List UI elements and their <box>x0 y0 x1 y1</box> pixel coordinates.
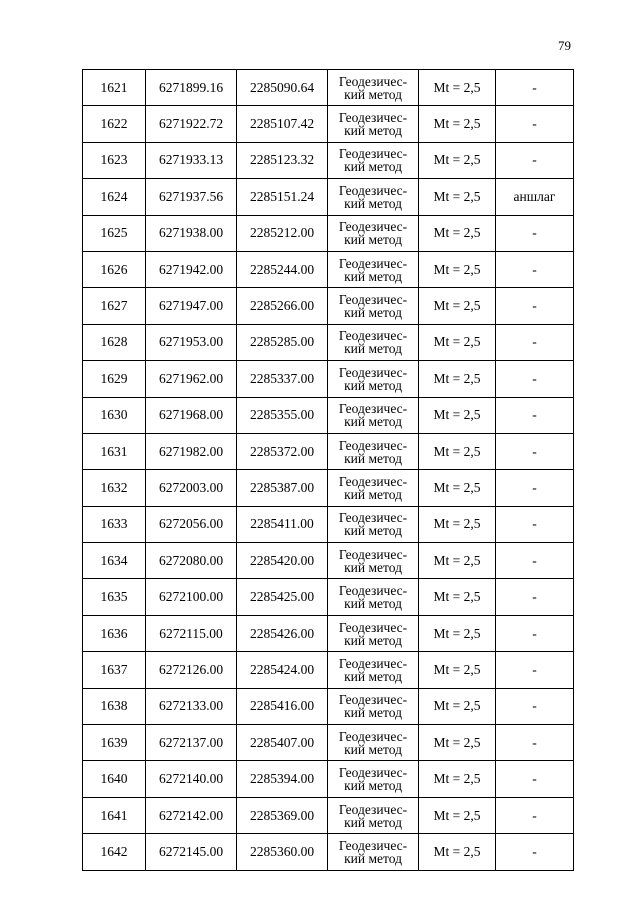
method-line-1: Геодезичес- <box>338 255 408 271</box>
y-coordinate-cell: 2285285.00 <box>237 324 328 360</box>
accuracy-cell: Mt = 2,5 <box>419 652 496 688</box>
accuracy-cell: Mt = 2,5 <box>419 615 496 651</box>
accuracy-cell: Mt = 2,5 <box>419 251 496 287</box>
method-cell <box>328 324 419 360</box>
table-row <box>83 579 574 615</box>
note-cell: - <box>496 288 574 324</box>
method-line-2: кий метод <box>344 778 402 794</box>
table-row <box>83 615 574 651</box>
accuracy-cell: Mt = 2,5 <box>419 543 496 579</box>
x-coordinate-cell: 6272137.00 <box>146 725 237 761</box>
note-cell: - <box>496 433 574 469</box>
method-line-1: Геодезичес- <box>338 619 408 635</box>
point-id-cell: 1634 <box>83 543 146 579</box>
method-line-1: Геодезичес- <box>338 292 408 308</box>
method-line-2: кий метод <box>344 414 402 430</box>
method-line-2: кий метод <box>344 486 402 502</box>
method-cell <box>328 688 419 724</box>
accuracy-cell: Mt = 2,5 <box>419 361 496 397</box>
method-line-1: Геодезичес- <box>338 655 408 671</box>
point-id-cell: 1630 <box>83 397 146 433</box>
accuracy-cell: Mt = 2,5 <box>419 397 496 433</box>
coordinates-table-body <box>83 70 574 871</box>
accuracy-cell: Mt = 2,5 <box>419 142 496 178</box>
accuracy-cell: Mt = 2,5 <box>419 579 496 615</box>
method-line-2: кий метод <box>344 850 402 866</box>
method-line-2: кий метод <box>344 232 402 248</box>
method-line-2: кий метод <box>344 814 402 830</box>
table-row <box>83 70 574 106</box>
table-row <box>83 397 574 433</box>
note-cell: - <box>496 761 574 797</box>
y-coordinate-cell: 2285420.00 <box>237 543 328 579</box>
method-line-2: кий метод <box>344 559 402 575</box>
y-coordinate-cell: 2285337.00 <box>237 361 328 397</box>
accuracy-cell: Mt = 2,5 <box>419 433 496 469</box>
method-line-2: кий метод <box>344 341 402 357</box>
x-coordinate-cell: 6271968.00 <box>146 397 237 433</box>
table-row <box>83 142 574 178</box>
method-line-2: кий метод <box>344 123 402 139</box>
y-coordinate-cell: 2285426.00 <box>237 615 328 651</box>
method-cell <box>328 506 419 542</box>
method-cell <box>328 433 419 469</box>
point-id-cell: 1637 <box>83 652 146 688</box>
table-row <box>83 543 574 579</box>
method-line-1: Геодезичес- <box>338 692 408 708</box>
point-id-cell: 1636 <box>83 615 146 651</box>
point-id-cell: 1642 <box>83 834 146 870</box>
table-row <box>83 688 574 724</box>
x-coordinate-cell: 6272080.00 <box>146 543 237 579</box>
point-id-cell: 1632 <box>83 470 146 506</box>
point-id-cell: 1639 <box>83 725 146 761</box>
method-line-1: Геодезичес- <box>338 401 408 417</box>
method-cell <box>328 251 419 287</box>
point-id-cell: 1633 <box>83 506 146 542</box>
note-cell: аншлаг <box>496 179 574 215</box>
y-coordinate-cell: 2285416.00 <box>237 688 328 724</box>
method-cell <box>328 106 419 142</box>
method-line-1: Геодезичес- <box>338 546 408 562</box>
y-coordinate-cell: 2285407.00 <box>237 725 328 761</box>
note-cell: - <box>496 470 574 506</box>
method-line-2: кий метод <box>344 268 402 284</box>
method-line-2: кий метод <box>344 305 402 321</box>
table-row <box>83 215 574 251</box>
method-line-1: Геодезичес- <box>338 364 408 380</box>
method-line-1: Геодезичес- <box>338 837 408 853</box>
accuracy-cell: Mt = 2,5 <box>419 797 496 833</box>
method-line-2: кий метод <box>344 450 402 466</box>
table-row <box>83 324 574 360</box>
y-coordinate-cell: 2285425.00 <box>237 579 328 615</box>
method-cell <box>328 579 419 615</box>
method-cell <box>328 361 419 397</box>
accuracy-cell: Mt = 2,5 <box>419 470 496 506</box>
y-coordinate-cell: 2285123.32 <box>237 142 328 178</box>
table-row <box>83 797 574 833</box>
x-coordinate-cell: 6271937.56 <box>146 179 237 215</box>
method-cell <box>328 142 419 178</box>
x-coordinate-cell: 6272133.00 <box>146 688 237 724</box>
y-coordinate-cell: 2285360.00 <box>237 834 328 870</box>
y-coordinate-cell: 2285107.42 <box>237 106 328 142</box>
method-cell <box>328 615 419 651</box>
table-row <box>83 834 574 870</box>
note-cell: - <box>496 142 574 178</box>
method-line-1: Геодезичес- <box>338 765 408 781</box>
note-cell: - <box>496 324 574 360</box>
method-cell <box>328 179 419 215</box>
method-cell <box>328 725 419 761</box>
accuracy-cell: Mt = 2,5 <box>419 179 496 215</box>
point-id-cell: 1641 <box>83 797 146 833</box>
x-coordinate-cell: 6272115.00 <box>146 615 237 651</box>
x-coordinate-cell: 6271942.00 <box>146 251 237 287</box>
method-line-2: кий метод <box>344 86 402 102</box>
method-line-1: Геодезичес- <box>338 728 408 744</box>
y-coordinate-cell: 2285369.00 <box>237 797 328 833</box>
note-cell: - <box>496 725 574 761</box>
note-cell: - <box>496 361 574 397</box>
x-coordinate-cell: 6271953.00 <box>146 324 237 360</box>
method-line-2: кий метод <box>344 705 402 721</box>
method-line-1: Геодезичес- <box>338 182 408 198</box>
y-coordinate-cell: 2285372.00 <box>237 433 328 469</box>
method-line-1: Геодезичес- <box>338 473 408 489</box>
table-row <box>83 652 574 688</box>
method-line-1: Геодезичес- <box>338 801 408 817</box>
note-cell: - <box>496 106 574 142</box>
accuracy-cell: Mt = 2,5 <box>419 725 496 761</box>
y-coordinate-cell: 2285151.24 <box>237 179 328 215</box>
method-cell <box>328 215 419 251</box>
method-cell <box>328 834 419 870</box>
y-coordinate-cell: 2285355.00 <box>237 397 328 433</box>
method-cell <box>328 761 419 797</box>
point-id-cell: 1623 <box>83 142 146 178</box>
method-line-1: Геодезичес- <box>338 328 408 344</box>
x-coordinate-cell: 6271982.00 <box>146 433 237 469</box>
method-line-1: Геодезичес- <box>338 73 408 89</box>
y-coordinate-cell: 2285090.64 <box>237 70 328 106</box>
method-cell <box>328 397 419 433</box>
x-coordinate-cell: 6271933.13 <box>146 142 237 178</box>
method-cell <box>328 470 419 506</box>
method-line-2: кий метод <box>344 668 402 684</box>
x-coordinate-cell: 6271899.16 <box>146 70 237 106</box>
x-coordinate-cell: 6272126.00 <box>146 652 237 688</box>
table-row <box>83 470 574 506</box>
note-cell: - <box>496 397 574 433</box>
point-id-cell: 1627 <box>83 288 146 324</box>
method-line-1: Геодезичес- <box>338 219 408 235</box>
table-row <box>83 106 574 142</box>
y-coordinate-cell: 2285394.00 <box>237 761 328 797</box>
point-id-cell: 1621 <box>83 70 146 106</box>
coordinates-table <box>82 69 574 871</box>
note-cell: - <box>496 543 574 579</box>
method-line-1: Геодезичес- <box>338 510 408 526</box>
accuracy-cell: Mt = 2,5 <box>419 324 496 360</box>
note-cell: - <box>496 688 574 724</box>
x-coordinate-cell: 6272003.00 <box>146 470 237 506</box>
accuracy-cell: Mt = 2,5 <box>419 70 496 106</box>
accuracy-cell: Mt = 2,5 <box>419 288 496 324</box>
note-cell: - <box>496 579 574 615</box>
accuracy-cell: Mt = 2,5 <box>419 834 496 870</box>
x-coordinate-cell: 6272100.00 <box>146 579 237 615</box>
accuracy-cell: Mt = 2,5 <box>419 215 496 251</box>
method-line-1: Геодезичес- <box>338 146 408 162</box>
table-row <box>83 725 574 761</box>
table-row <box>83 361 574 397</box>
method-cell <box>328 70 419 106</box>
x-coordinate-cell: 6272056.00 <box>146 506 237 542</box>
method-cell <box>328 288 419 324</box>
point-id-cell: 1622 <box>83 106 146 142</box>
method-line-1: Геодезичес- <box>338 437 408 453</box>
point-id-cell: 1640 <box>83 761 146 797</box>
point-id-cell: 1631 <box>83 433 146 469</box>
note-cell: - <box>496 506 574 542</box>
y-coordinate-cell: 2285244.00 <box>237 251 328 287</box>
note-cell: - <box>496 70 574 106</box>
page-number: 79 <box>558 38 571 53</box>
x-coordinate-cell: 6271938.00 <box>146 215 237 251</box>
accuracy-cell: Mt = 2,5 <box>419 761 496 797</box>
point-id-cell: 1629 <box>83 361 146 397</box>
note-cell: - <box>496 797 574 833</box>
point-id-cell: 1628 <box>83 324 146 360</box>
note-cell: - <box>496 615 574 651</box>
table-row <box>83 251 574 287</box>
x-coordinate-cell: 6271922.72 <box>146 106 237 142</box>
note-cell: - <box>496 652 574 688</box>
table-row <box>83 433 574 469</box>
method-line-1: Геодезичес- <box>338 583 408 599</box>
table-row <box>83 288 574 324</box>
note-cell: - <box>496 251 574 287</box>
x-coordinate-cell: 6271947.00 <box>146 288 237 324</box>
accuracy-cell: Mt = 2,5 <box>419 506 496 542</box>
y-coordinate-cell: 2285387.00 <box>237 470 328 506</box>
accuracy-cell: Mt = 2,5 <box>419 106 496 142</box>
y-coordinate-cell: 2285266.00 <box>237 288 328 324</box>
point-id-cell: 1625 <box>83 215 146 251</box>
point-id-cell: 1638 <box>83 688 146 724</box>
table-row <box>83 761 574 797</box>
method-line-2: кий метод <box>344 741 402 757</box>
method-line-2: кий метод <box>344 195 402 211</box>
point-id-cell: 1624 <box>83 179 146 215</box>
y-coordinate-cell: 2285411.00 <box>237 506 328 542</box>
method-line-2: кий метод <box>344 159 402 175</box>
y-coordinate-cell: 2285424.00 <box>237 652 328 688</box>
method-line-1: Геодезичес- <box>338 110 408 126</box>
x-coordinate-cell: 6272142.00 <box>146 797 237 833</box>
x-coordinate-cell: 6272145.00 <box>146 834 237 870</box>
point-id-cell: 1626 <box>83 251 146 287</box>
x-coordinate-cell: 6272140.00 <box>146 761 237 797</box>
method-line-2: кий метод <box>344 632 402 648</box>
x-coordinate-cell: 6271962.00 <box>146 361 237 397</box>
method-cell <box>328 652 419 688</box>
point-id-cell: 1635 <box>83 579 146 615</box>
y-coordinate-cell: 2285212.00 <box>237 215 328 251</box>
note-cell: - <box>496 834 574 870</box>
method-cell <box>328 797 419 833</box>
table-row <box>83 179 574 215</box>
accuracy-cell: Mt = 2,5 <box>419 688 496 724</box>
method-line-2: кий метод <box>344 596 402 612</box>
method-cell <box>328 543 419 579</box>
note-cell: - <box>496 215 574 251</box>
method-line-2: кий метод <box>344 523 402 539</box>
table-row <box>83 506 574 542</box>
method-line-2: кий метод <box>344 377 402 393</box>
